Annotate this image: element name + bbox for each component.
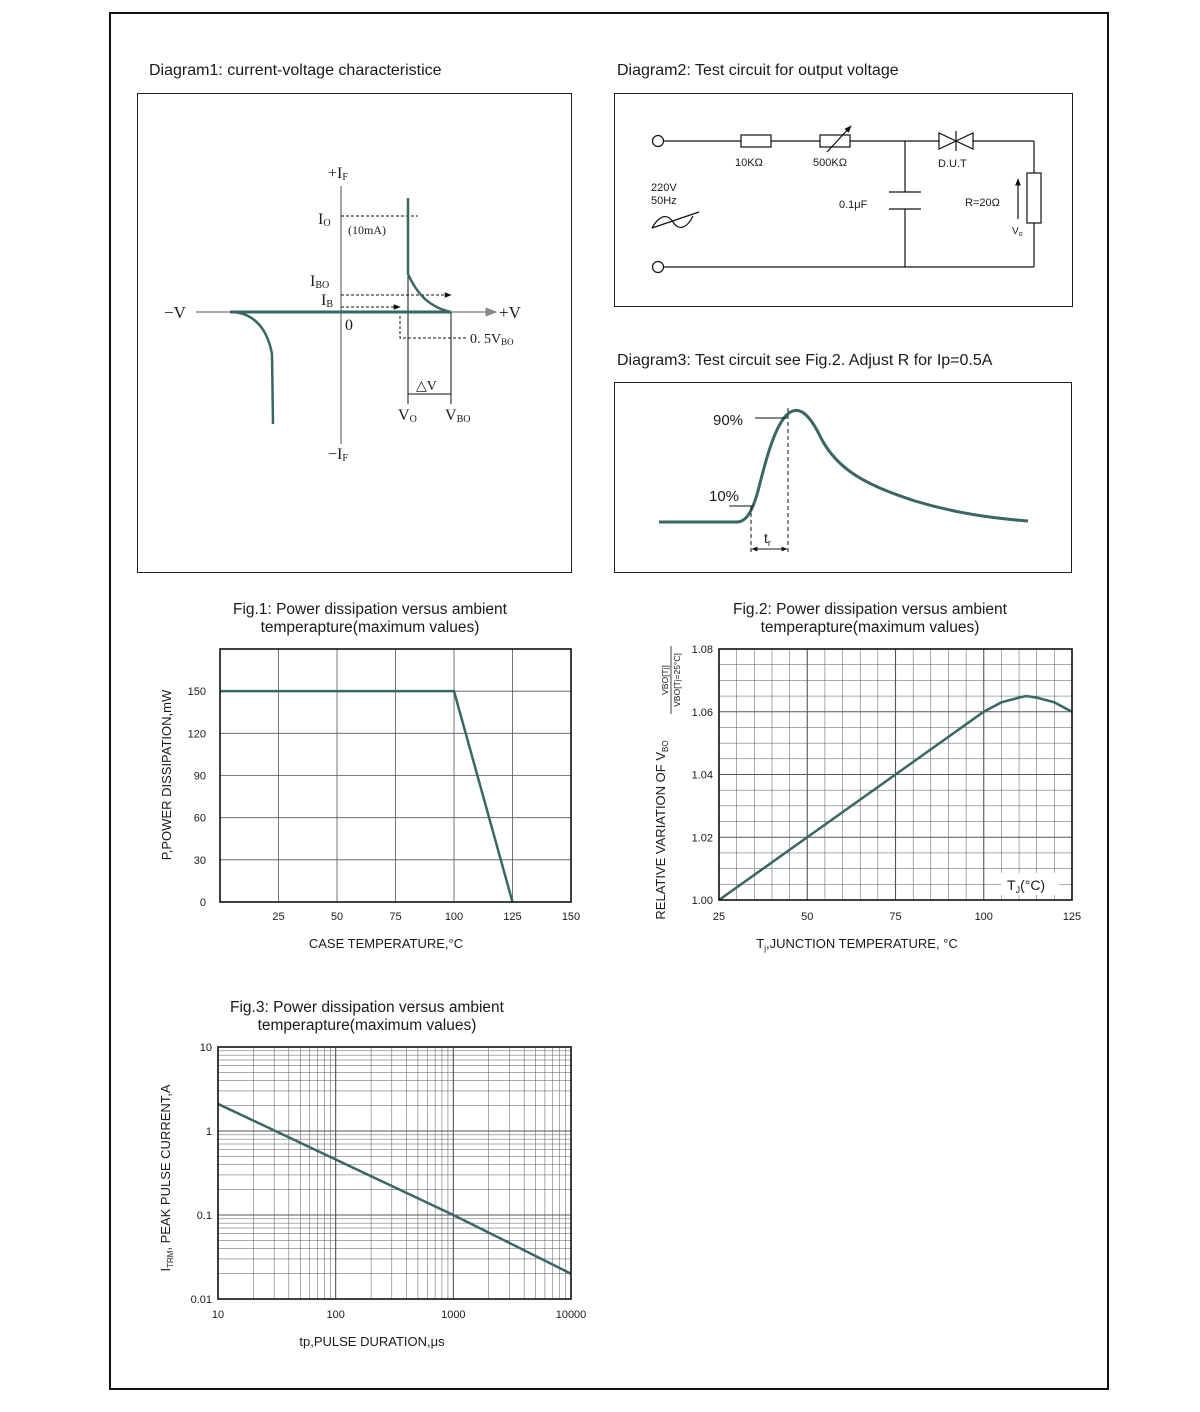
fig2-xtick-label: 100	[974, 911, 993, 923]
fig3-ytick-label: 0.01	[190, 1294, 212, 1306]
fig3-ylabel: $I_{TRM}$, PEAK PULSE CURRENT,A	[158, 1084, 175, 1272]
ten-percent-label: 10%	[709, 488, 740, 505]
fig1-xtick-label: 150	[561, 911, 581, 923]
positive-curve	[408, 198, 451, 312]
fig1-xtick-label: 75	[389, 911, 402, 923]
delta-v-label: △V	[416, 379, 437, 394]
fig1-ytick-label: 120	[187, 728, 206, 741]
svg-text:VBO[Tj]: VBO[Tj]	[660, 665, 670, 695]
fig3-title-text: Fig.3: Power dissipation versus ambient temperapture(maximum values)	[230, 999, 504, 1034]
fig3-chart	[150, 1038, 600, 1358]
minus-if-label: −IF	[328, 446, 348, 464]
fig3-xtick-label: 100	[326, 1309, 345, 1321]
r1-label: 10KΩ	[735, 157, 763, 169]
rise-time-label: $t_r$	[764, 530, 771, 548]
fig1-title	[190, 601, 550, 637]
origin-label: 0	[345, 317, 353, 334]
fig1-ytick-label: 0	[199, 897, 206, 909]
fig2-ratio-label	[660, 646, 682, 714]
negative-curve	[230, 312, 273, 424]
fig3-xtick-label: 10000	[555, 1309, 587, 1321]
ninety-percent-label: 90%	[713, 412, 744, 429]
fig2-title-text: Fig.2: Power dissipation versus ambient temperapture(maximum values)	[733, 601, 1007, 636]
diagram2-title: Diagram2: Test circuit for output voltage	[617, 62, 899, 79]
fig2-ytick-label: 1.06	[691, 706, 713, 719]
fig1-chart	[150, 640, 600, 960]
vo-label: $V_o$	[1012, 226, 1023, 238]
fig2-ytick-label: 1.04	[691, 769, 713, 782]
fig2-ytick-label: 1.02	[691, 832, 713, 845]
source-voltage-label: 220V	[651, 182, 677, 194]
fig2-title	[690, 601, 1050, 637]
fig1-series-line	[220, 691, 513, 902]
fig1-xlabel: CASE TEMPERATURE,°C	[308, 936, 464, 951]
io-note: (10mA)	[348, 223, 386, 237]
iv-characteristic-diagram	[138, 94, 573, 574]
fig3-ytick-label: 10	[199, 1042, 212, 1054]
fig2-ytick-label: 1.00	[691, 895, 713, 907]
ibo-label: IBO	[310, 273, 330, 291]
io-label: IO	[318, 211, 331, 229]
half-vbo-label: 0. 5VBO	[470, 332, 514, 347]
diagram3-title: Diagram3: Test circuit see Fig.2. Adjust R for Ip=0.5A	[617, 352, 993, 369]
ib-label: IB	[321, 292, 333, 310]
diagram1-box	[137, 93, 572, 573]
fig1-ytick-label: 30	[193, 854, 206, 867]
r2-label: 500KΩ	[813, 157, 847, 169]
fig3-ytick-label: 0.1	[196, 1210, 212, 1222]
fig1-title-text: Fig.1: Power dissipation versus ambient temperapture(maximum values)	[233, 601, 507, 636]
fig2-xtick-label: 125	[1062, 911, 1082, 923]
vbo-label: VBO	[445, 407, 471, 425]
test-circuit-diagram	[615, 94, 1074, 308]
fig1-ytick-label: 90	[193, 770, 206, 783]
vo-label: VO	[398, 407, 417, 425]
potentiometer-500k	[820, 135, 850, 147]
fig2-xlabel: $T_j,JUNCTION$ TEMPERATURE, °C	[756, 936, 958, 953]
dut-label: D.U.T	[938, 158, 967, 170]
diagram3-box	[614, 382, 1072, 573]
fig2-inset-label: $T_J(^\circ C)$	[1007, 877, 1046, 895]
fig3-title	[187, 999, 547, 1035]
fig1-ytick-label: 150	[187, 686, 206, 699]
capacitor-label: 0.1μF	[839, 199, 868, 211]
fig1-xtick-label: 50	[330, 911, 344, 923]
fig3-ytick-label: 1	[205, 1126, 212, 1138]
resistor-10k	[741, 135, 771, 147]
pulse-rise-diagram	[615, 383, 1073, 574]
source-frequency-label: 50Hz	[651, 195, 677, 207]
fig1-xtick-label: 125	[503, 911, 522, 923]
fig1-ylabel: P,POWER DISSIPATION,mW	[159, 689, 174, 861]
svg-text:VBO[Tj=25°C]: VBO[Tj=25°C]	[672, 653, 682, 707]
plus-v-label: +V	[499, 303, 521, 322]
fig3-frame	[218, 1047, 571, 1299]
fig1-ytick-label: 60	[193, 812, 206, 825]
fig3-xtick-label: 10	[211, 1309, 225, 1321]
fig2-xtick-label: 50	[801, 911, 814, 923]
minus-v-label: −V	[164, 303, 186, 322]
load-label: R=20Ω	[965, 197, 1000, 209]
fig2-ylabel: RELATIVE VARIATION OF $V_{BO}$	[653, 740, 670, 920]
fig1-xtick-label: 100	[444, 911, 464, 923]
fig2-chart	[645, 640, 1100, 960]
fig3-xlabel: tp,PULSE DURATION,μs	[299, 1334, 445, 1349]
fig1-xtick-label: 25	[272, 911, 285, 923]
fig3-xtick-label: 1000	[441, 1309, 466, 1321]
diagram1-title: Diagram1: current-voltage characteristice	[149, 62, 442, 79]
diagram2-box	[614, 93, 1073, 307]
dut-diac-icon	[939, 131, 973, 151]
plus-if-label: +IF	[328, 165, 348, 183]
fig2-ytick-label: 1.08	[691, 644, 713, 656]
load-resistor	[1027, 173, 1041, 223]
fig2-xtick-label: 75	[889, 911, 902, 923]
fig2-xtick-label: 25	[712, 911, 726, 923]
